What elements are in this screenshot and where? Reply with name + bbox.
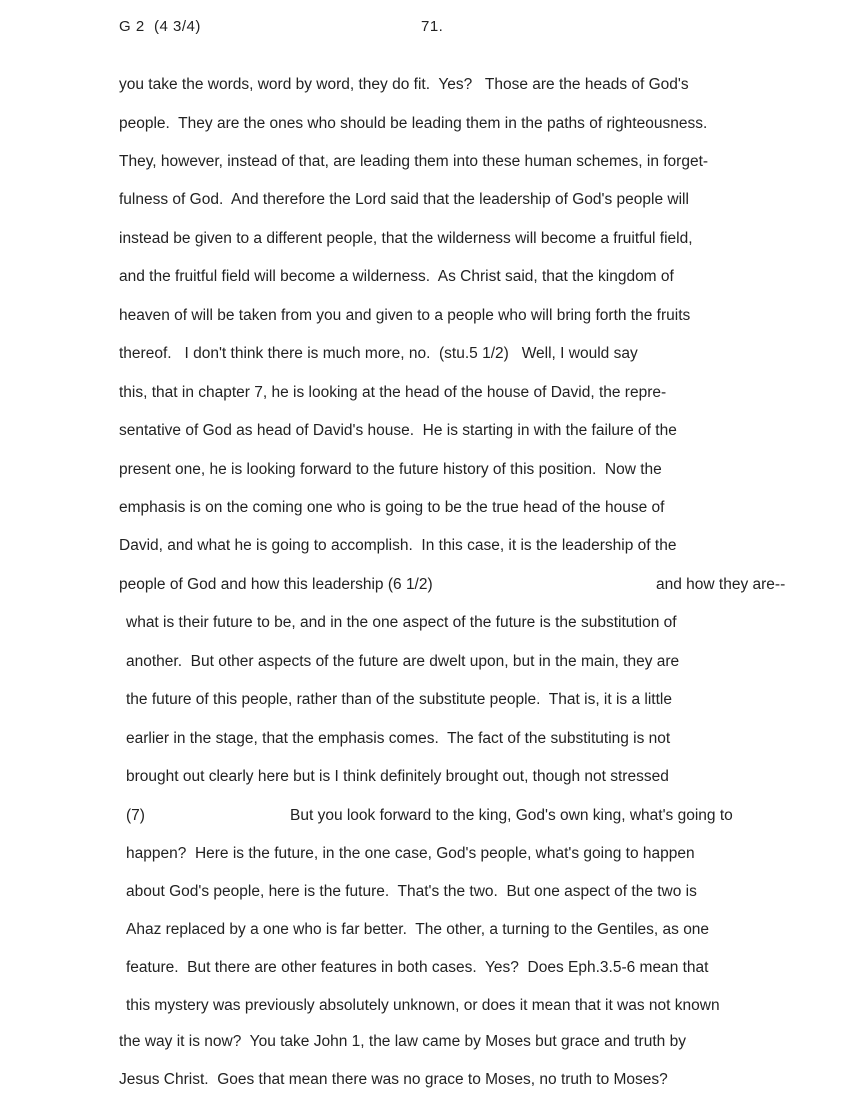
text-line: happen? Here is the future, in the one case, God's people, what's going to happen — [126, 845, 695, 862]
text-line-tail: and how they are-- — [656, 576, 786, 593]
text-line: sentative of God as head of David's house. He is starting in with the failure of the — [119, 422, 677, 439]
page-header-label: G 2 (4 3/4) — [119, 18, 201, 35]
text-line: about God's people, here is the future. That's the two. But one aspect of the two is — [126, 883, 697, 900]
text-line: present one, he is looking forward to the future history of this position. Now the — [119, 461, 662, 478]
text-line: you take the words, word by word, they do fit. Yes? Those are the heads of God's — [119, 76, 689, 93]
text-line-tail: But you look forward to the king, God's own king, what's going to — [290, 807, 733, 824]
text-line: the future of this people, rather than of the substitute people. That is, it is a little — [126, 691, 672, 708]
page-number: 71. — [421, 18, 444, 35]
text-line: another. But other aspects of the future are dwelt upon, but in the main, they are — [126, 653, 680, 670]
text-line: instead be given to a different people, that the wilderness will become a fruitful field, — [119, 230, 693, 247]
text-line: David, and what he is going to accomplish. In this case, it is the leadership of the — [119, 537, 677, 554]
text-line: this, that in chapter 7, he is looking at the head of the house of David, the repre- — [119, 384, 667, 401]
text-line: Jesus Christ. Goes that mean there was no grace to Moses, no truth to Moses? — [119, 1071, 668, 1088]
text-line: earlier in the stage, that the emphasis comes. The fact of the substituting is not — [126, 730, 671, 747]
text-line: what is their future to be, and in the one aspect of the future is the substitution of — [126, 614, 677, 631]
text-line: the way it is now? You take John 1, the law came by Moses but grace and truth by — [119, 1033, 686, 1050]
text-line: this mystery was previously absolutely unknown, or does it mean that it was not known — [126, 997, 720, 1014]
text-line: people of God and how this leadership (6 1/2) — [119, 576, 433, 593]
text-line: thereof. I don't think there is much more, no. (stu.5 1/2) Well, I would say — [119, 345, 638, 362]
text-line: people. They are the ones who should be leading them in the paths of righteousness. — [119, 115, 708, 132]
text-line: They, however, instead of that, are leading them into these human schemes, in forget- — [119, 153, 709, 170]
text-line: (7) — [126, 807, 145, 824]
text-line: and the fruitful field will become a wilderness. As Christ said, that the kingdom of — [119, 268, 674, 285]
text-line: feature. But there are other features in both cases. Yes? Does Eph.3.5-6 mean that — [126, 959, 709, 976]
text-line: brought out clearly here but is I think definitely brought out, though not stressed — [126, 768, 669, 785]
text-line: heaven of will be taken from you and given to a people who will bring forth the fruits — [119, 307, 691, 324]
text-line: emphasis is on the coming one who is going to be the true head of the house of — [119, 499, 665, 516]
text-line: fulness of God. And therefore the Lord said that the leadership of God's people will — [119, 191, 689, 208]
text-line: Ahaz replaced by a one who is far better. The other, a turning to the Gentiles, as one — [126, 921, 710, 938]
